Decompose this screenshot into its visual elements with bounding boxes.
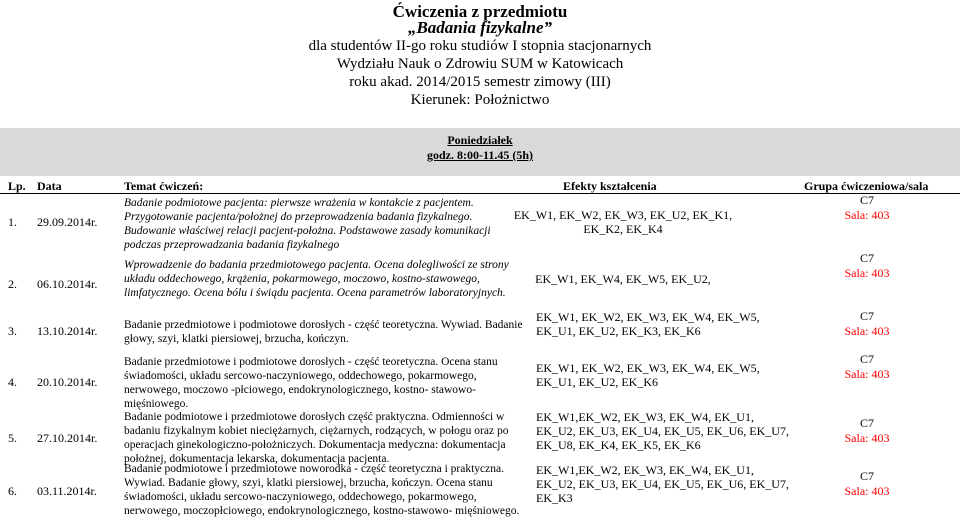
row-topic: Badanie przedmiotowe i podmiotowe dorosłych - część teoretyczna. Ocena stanu świadomości, układu sercowo-naczyniowego, oddechowego, pokarmowego, nerwowego, moczowo -płciowego, endokrynologicznego, kostno- stawowo- mięśniowego. — [124, 356, 498, 410]
academic-year-line: roku akad. 2014/2015 semestr zimowy (III) — [349, 74, 611, 90]
row-date: 29.09.2014r. — [37, 215, 98, 229]
group-code: C7 — [859, 309, 874, 323]
col-group: Grupa ćwiczeniowa/sala — [804, 179, 929, 193]
group-code: C7 — [859, 193, 874, 207]
row-topic: Badanie podmiotowe i przedmiotowe dorosłych część praktyczna. Odmienności w badaniu fizykalnym kobiet nieciężarnych, ciężarnych, rodzących, w połogu oraz po operacjach ginekologiczno-położniczych. Dokumentacja medyczna: dokumentacja położnej, dokumentacja lekarska, dokumentacja pacjenta. — [124, 411, 509, 465]
row-group — [822, 469, 912, 499]
row-effects: EK_W1, EK_W4, EK_W5, EK_U2, — [535, 272, 711, 286]
room-label: Sala: 403 — [844, 324, 890, 338]
row-topic: Badanie podmiotowe pacjenta: pierwsze wrażenia w kontakcie z pacjentem. Przygotowanie pacjenta/położnej do przeprowadzenia badania fizykalnego. Budowanie właściwej relacji pacjent-położna. Podstawowe zasady komunikacji podczas przeprowadzania badania fizykalnego — [124, 197, 491, 251]
room-label: Sala: 403 — [844, 266, 890, 280]
row-group — [822, 352, 912, 382]
row-date: 27.10.2014r. — [37, 431, 98, 445]
group-code: C7 — [859, 251, 874, 265]
document-title: Ćwiczenia z przedmiotu — [392, 2, 568, 21]
row-date: 20.10.2014r. — [37, 375, 98, 389]
faculty-line: Wydziału Nauk o Zdrowiu SUM w Katowicach — [336, 56, 624, 72]
col-topic: Temat ćwiczeń: — [124, 179, 204, 193]
row-effects: EK_W1,EK_W2, EK_W3, EK_W4, EK_U1, EK_U2, EK_U3, EK_U4, EK_U5, EK_U6, EK_U7, EK_U8, EK_K4, EK_K5, EK_K6 — [536, 410, 789, 452]
header-rule — [0, 193, 960, 194]
row-effects: EK_W1, EK_W2, EK_W3, EK_U2, EK_K1, EK_K2, EK_K4 — [513, 208, 733, 236]
col-effects: Efekty kształcenia — [563, 179, 657, 193]
row-lp: 2. — [8, 277, 17, 291]
row-group — [822, 193, 912, 223]
row-group — [822, 309, 912, 339]
room-label: Sala: 403 — [844, 208, 890, 222]
day-time: godz. 8:00-11.45 (5h) — [427, 148, 533, 162]
group-code: C7 — [859, 469, 874, 483]
row-topic: Badanie przedmiotowe i podmiotowe dorosłych - część teoretyczna. Wywiad. Badanie głowy, szyi, klatki piersiowej, brzucha, kończyn. — [124, 319, 523, 345]
row-effects: EK_W1, EK_W2, EK_W3, EK_W4, EK_W5, EK_U1, EK_U2, EK_K3, EK_K6 — [536, 310, 760, 338]
row-group — [822, 416, 912, 446]
row-date: 03.11.2014r. — [37, 484, 97, 498]
col-lp: Lp. — [8, 179, 26, 193]
col-date: Data — [37, 179, 62, 193]
row-lp: 3. — [8, 324, 17, 338]
row-lp: 6. — [8, 484, 17, 498]
field-of-study-line: Kierunek: Położnictwo — [410, 92, 550, 108]
row-lp: 4. — [8, 375, 17, 389]
room-label: Sala: 403 — [844, 484, 890, 498]
row-date: 13.10.2014r. — [37, 324, 98, 338]
group-code: C7 — [859, 352, 874, 366]
group-code: C7 — [859, 416, 874, 430]
row-lp: 5. — [8, 431, 17, 445]
row-date: 06.10.2014r. — [37, 277, 98, 291]
row-lp: 1. — [8, 215, 17, 229]
row-topic: Badanie podmiotowe i przedmiotowe noworodka - część teoretyczna i praktyczna. Wywiad. Badanie głowy, szyi, klatki piersiowej, brzucha, kończyn. Ocena stanu świadomości, układu sercowo-naczyniowego, oddechowego, pokarmowego, nerwowego, moczopłciowego, endokrynologicznego, kostno-stawowo- mięśniowego. — [124, 463, 520, 517]
row-topic: Wprowadzenie do badania przedmiotowego pacjenta. Ocena dolegliwości ze strony układu oddechowego, krążenia, pokarmowego, moczowo, kostno-stawowego, limfatycznego. Ocena bólu i świądu pacjenta. Ocena parametrów laboratoryjnych. — [124, 259, 509, 299]
subject-name: „Badania fizykalne” — [407, 18, 553, 37]
row-effects: EK_W1,EK_W2, EK_W3, EK_W4, EK_U1, EK_U2, EK_U3, EK_U4, EK_U5, EK_U6, EK_U7, EK_K3 — [536, 463, 789, 505]
room-label: Sala: 403 — [844, 431, 890, 445]
room-label: Sala: 403 — [844, 367, 890, 381]
audience-line: dla studentów II-go roku studiów I stopnia stacjonarnych — [308, 38, 652, 54]
day-name: Poniedziałek — [447, 133, 513, 147]
row-effects: EK_W1, EK_W2, EK_W3, EK_W4, EK_W5, EK_U1, EK_U2, EK_K6 — [536, 361, 760, 389]
row-group — [822, 251, 912, 281]
